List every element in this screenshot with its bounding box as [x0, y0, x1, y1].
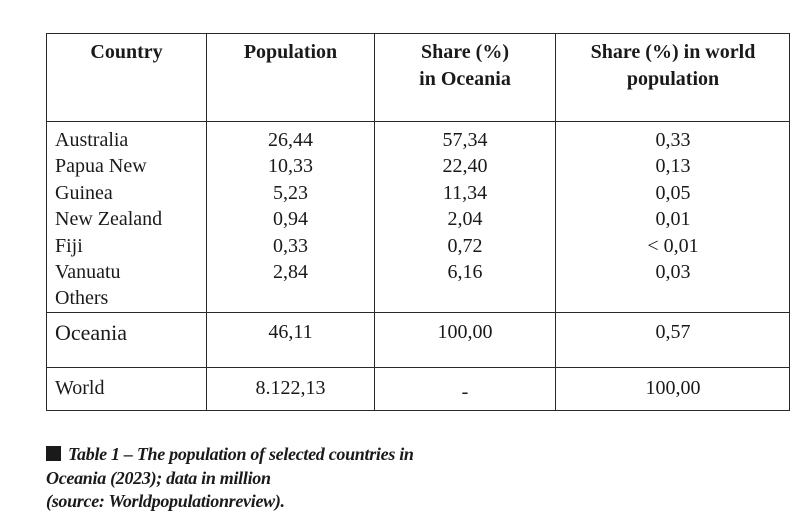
share-world-cell: 0,01	[655, 208, 691, 231]
header-country: Country	[90, 41, 163, 63]
country-list	[55, 127, 162, 312]
country-cell: Papua New	[55, 155, 147, 178]
row-divider	[47, 312, 789, 313]
world-share-oceania: -	[461, 381, 469, 403]
row-divider	[47, 121, 789, 122]
population-cell: 26,44	[268, 129, 313, 151]
header-share-world: Share (%) in world population	[590, 41, 756, 90]
share-oceania-cell: 0,72	[447, 234, 483, 257]
world-share-world: 100,00	[645, 377, 701, 399]
population-cell: 5,23	[273, 181, 308, 204]
population-cell: 0,94	[273, 208, 308, 231]
share-oceania-cell: 22,40	[442, 155, 488, 178]
share-world-cell: 0,33	[655, 129, 691, 151]
population-list	[207, 127, 374, 285]
country-cell: Others	[55, 287, 109, 310]
table-caption	[46, 443, 414, 514]
share-world-cell: 0,05	[655, 181, 691, 204]
share-oceania-cell: 57,34	[442, 129, 488, 151]
population-cell: 0,33	[273, 234, 308, 257]
world-label: World	[55, 377, 105, 399]
share-world-cell: < 0,01	[647, 234, 699, 257]
row-divider	[47, 367, 789, 368]
population-cell: 10,33	[268, 155, 313, 178]
country-cell: Fiji	[55, 234, 83, 257]
country-cell: Australia	[55, 129, 129, 151]
share-world-list	[556, 127, 790, 285]
population-table	[46, 33, 790, 411]
share-world-cell: 0,03	[655, 261, 691, 284]
share-oceania-cell: 6,16	[447, 261, 483, 284]
header-share-oceania: Share (%) in Oceania	[419, 41, 511, 90]
share-oceania-list	[375, 127, 555, 285]
caption-line: Oceania (2023); data in million	[46, 467, 271, 488]
share-world-cell: 0,13	[655, 155, 691, 178]
country-cell: Vanuatu	[55, 261, 121, 284]
world-population: 8.122,13	[255, 377, 326, 399]
oceania-share-world: 0,57	[655, 321, 691, 343]
oceania-population: 46,11	[268, 321, 313, 343]
oceania-label: Oceania	[55, 320, 128, 345]
share-oceania-cell: 2,04	[447, 208, 483, 231]
country-cell: New Zealand	[55, 208, 163, 231]
caption-line: (source: Worldpopulationreview).	[46, 491, 285, 511]
caption-line: Table 1 – The population of selected countries in	[68, 444, 414, 464]
population-cell: 2,84	[273, 261, 308, 284]
header-population: Population	[243, 41, 338, 63]
share-oceania-cell: 11,34	[442, 181, 488, 204]
country-cell: Guinea	[55, 181, 113, 204]
oceania-share-oceania: 100,00	[437, 321, 493, 343]
caption-square-icon	[46, 446, 61, 461]
